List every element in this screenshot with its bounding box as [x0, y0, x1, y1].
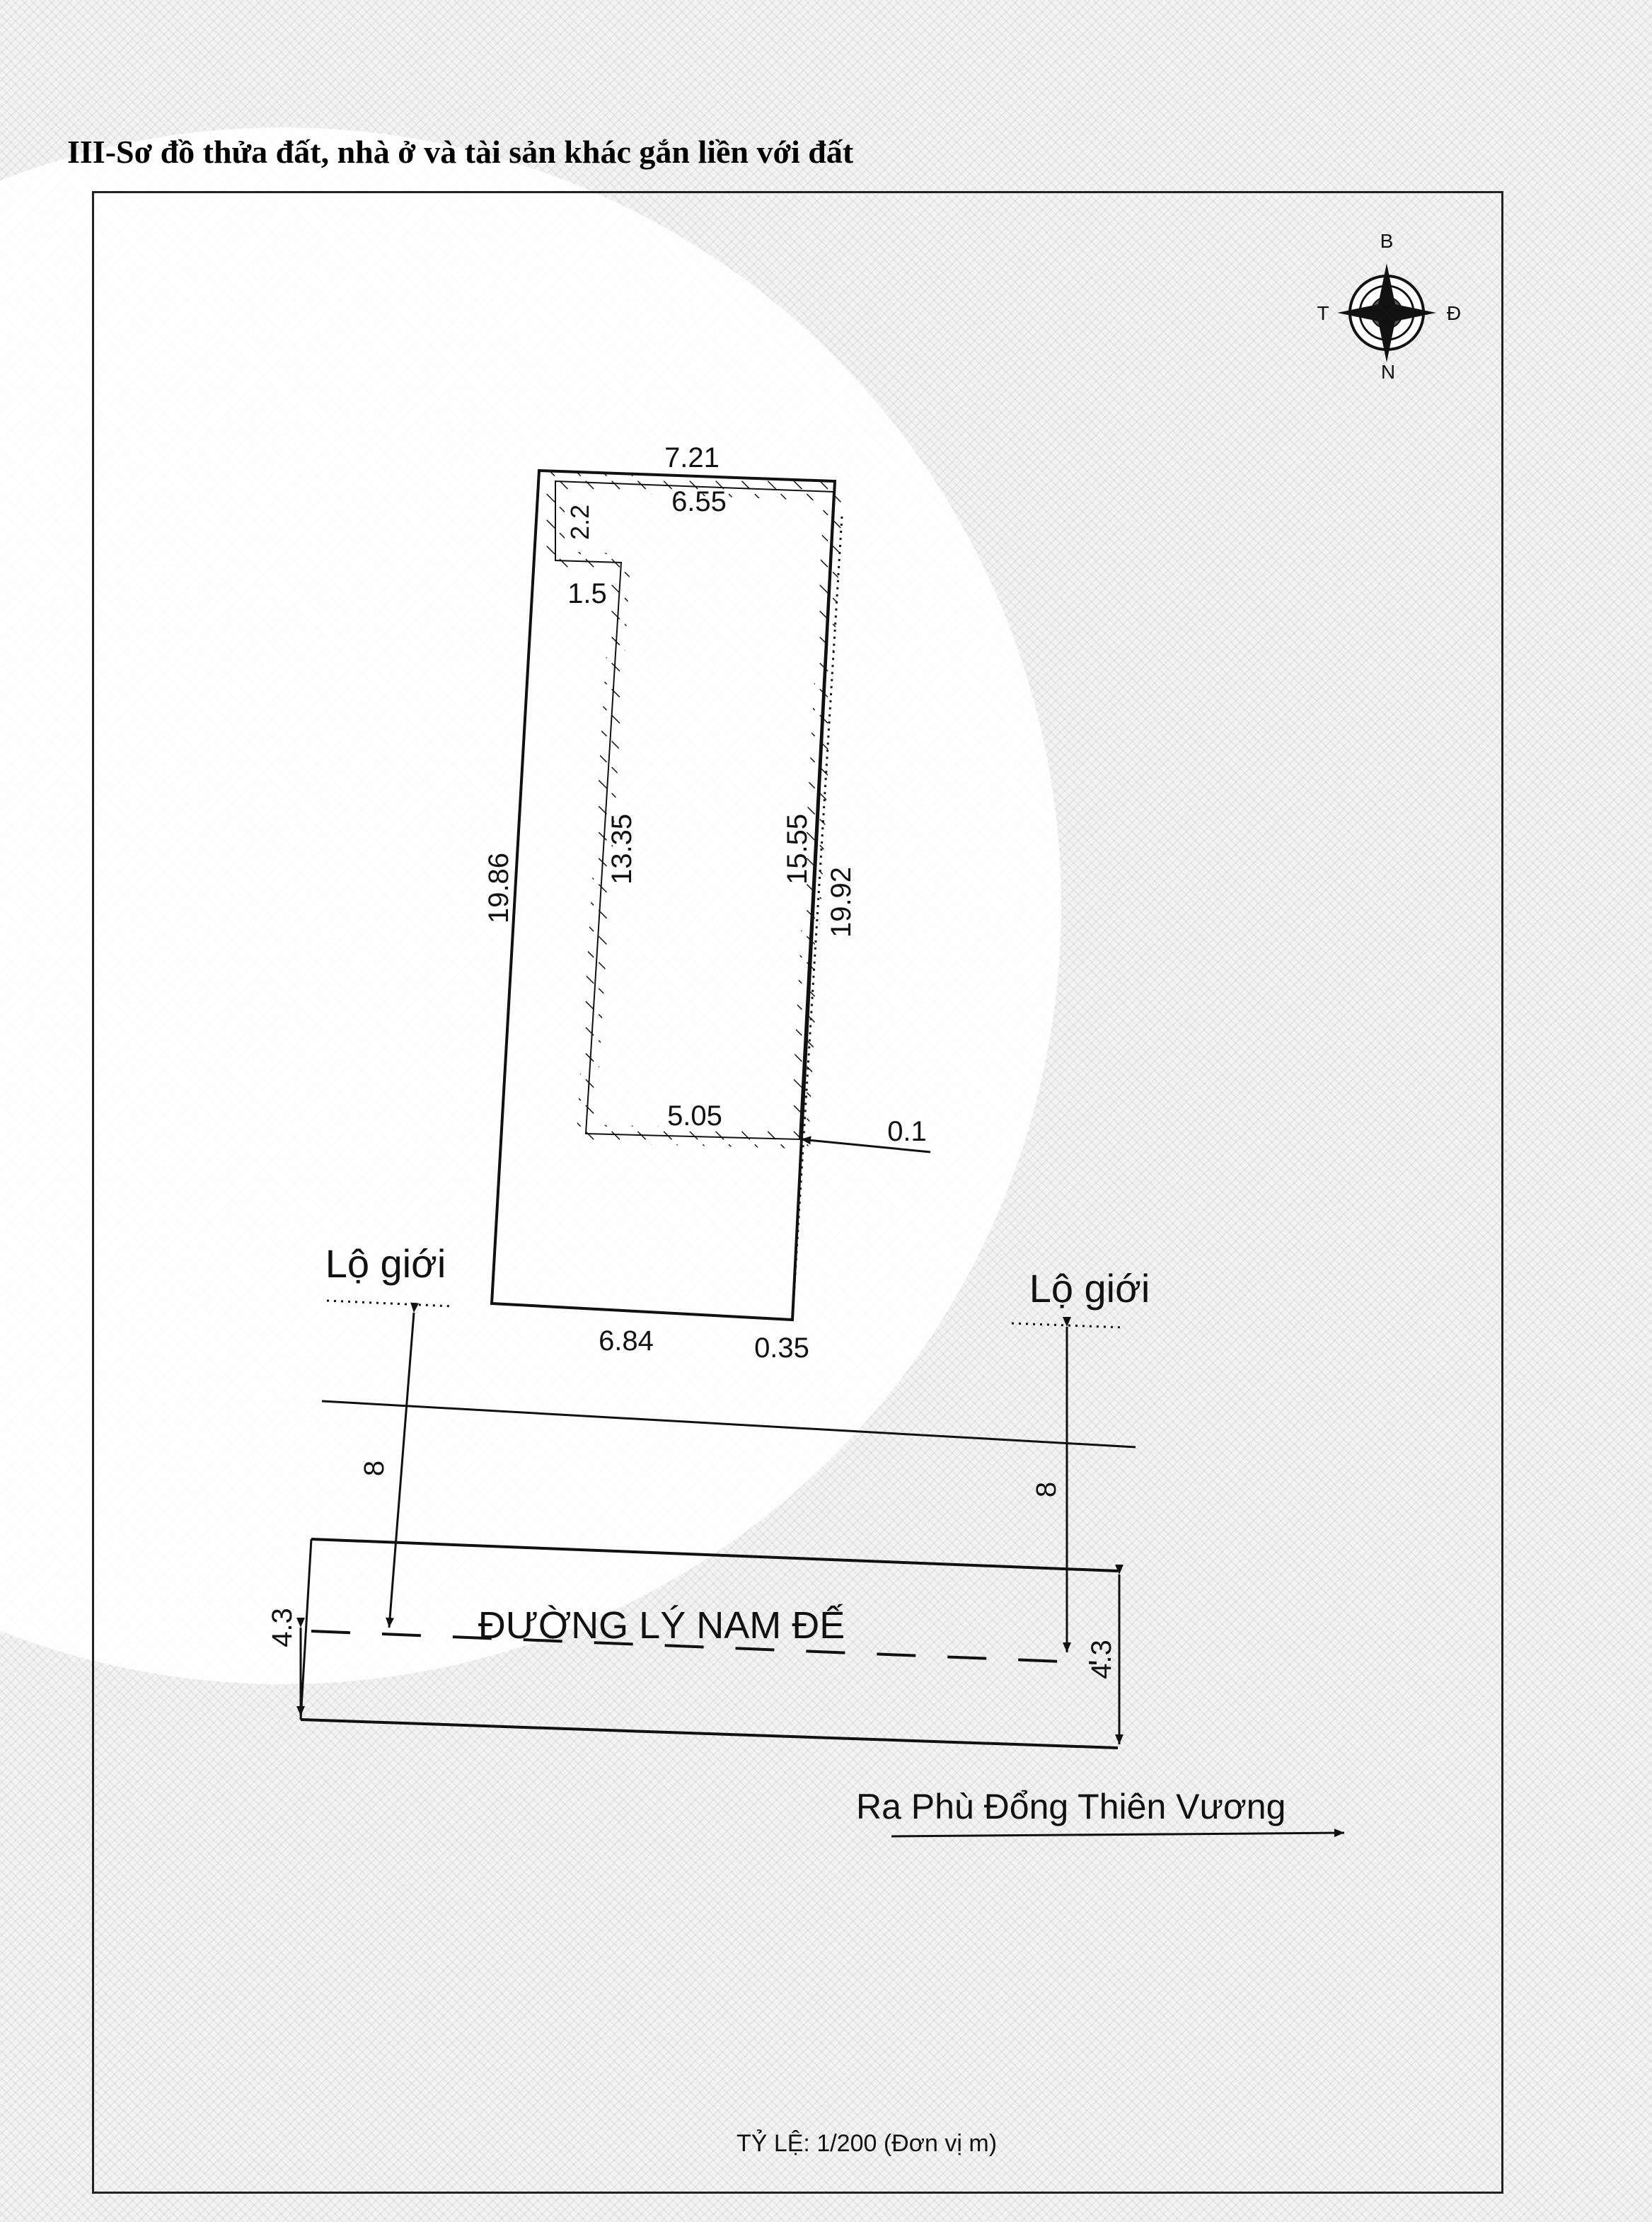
- road-boundary-line: [322, 1401, 1136, 1447]
- dim-parcel-left: 19.86: [483, 852, 514, 924]
- compass-west-label: T: [1317, 302, 1329, 324]
- road-boundary-label-right: Lộ giới: [1029, 1266, 1150, 1311]
- direction-arrow: [891, 1833, 1344, 1836]
- dim-house-left: 13.35: [606, 813, 637, 885]
- dim-house-notch-width: 1.5: [567, 578, 607, 609]
- street-name: ĐƯỜNG LÝ NAM ĐẾ: [478, 1604, 845, 1647]
- dim-parcel-right: 19.92: [826, 866, 857, 938]
- dim-halfwidth-left: 4.3: [267, 1608, 298, 1647]
- compass-rose-icon: [1317, 230, 1461, 383]
- parcel-boundary: [492, 471, 835, 1320]
- dim-parcel-top: 7.21: [664, 442, 720, 473]
- dim-house-notch-height: 2.2: [565, 504, 594, 541]
- compass-north-label: B: [1380, 230, 1394, 252]
- dim-house-right: 15.55: [782, 813, 813, 885]
- setback-arrow-left: [389, 1313, 414, 1628]
- dim-setback-left: 8: [359, 1460, 390, 1477]
- dim-house-gap: 0.1: [887, 1116, 927, 1147]
- road-boundary-right-dotted: [1012, 1323, 1125, 1328]
- road-boundary-left-dotted: [327, 1301, 453, 1306]
- direction-label: Ra Phù Đổng Thiên Vương: [856, 1787, 1286, 1826]
- scale-note: TỶ LỆ: 1/200 (Đơn vị m): [736, 2130, 998, 2157]
- dim-parcel-bottom-offset: 0.35: [754, 1332, 809, 1364]
- dim-parcel-bottom: 6.84: [599, 1325, 654, 1357]
- road-boundary-label-left: Lộ giới: [325, 1241, 446, 1286]
- road-left-end: [301, 1539, 311, 1720]
- compass-east-label: Đ: [1446, 302, 1462, 324]
- dim-halfwidth-right: 4.3: [1086, 1640, 1117, 1679]
- section-title: III-Sơ đồ thửa đất, nhà ở và tài sản khác gắn liền với đất: [67, 134, 854, 170]
- dim-house-bottom: 5.05: [667, 1100, 722, 1132]
- dim-setback-right: 8: [1031, 1481, 1062, 1498]
- compass-south-label: N: [1380, 361, 1396, 383]
- dim-house-top: 6.55: [671, 486, 727, 517]
